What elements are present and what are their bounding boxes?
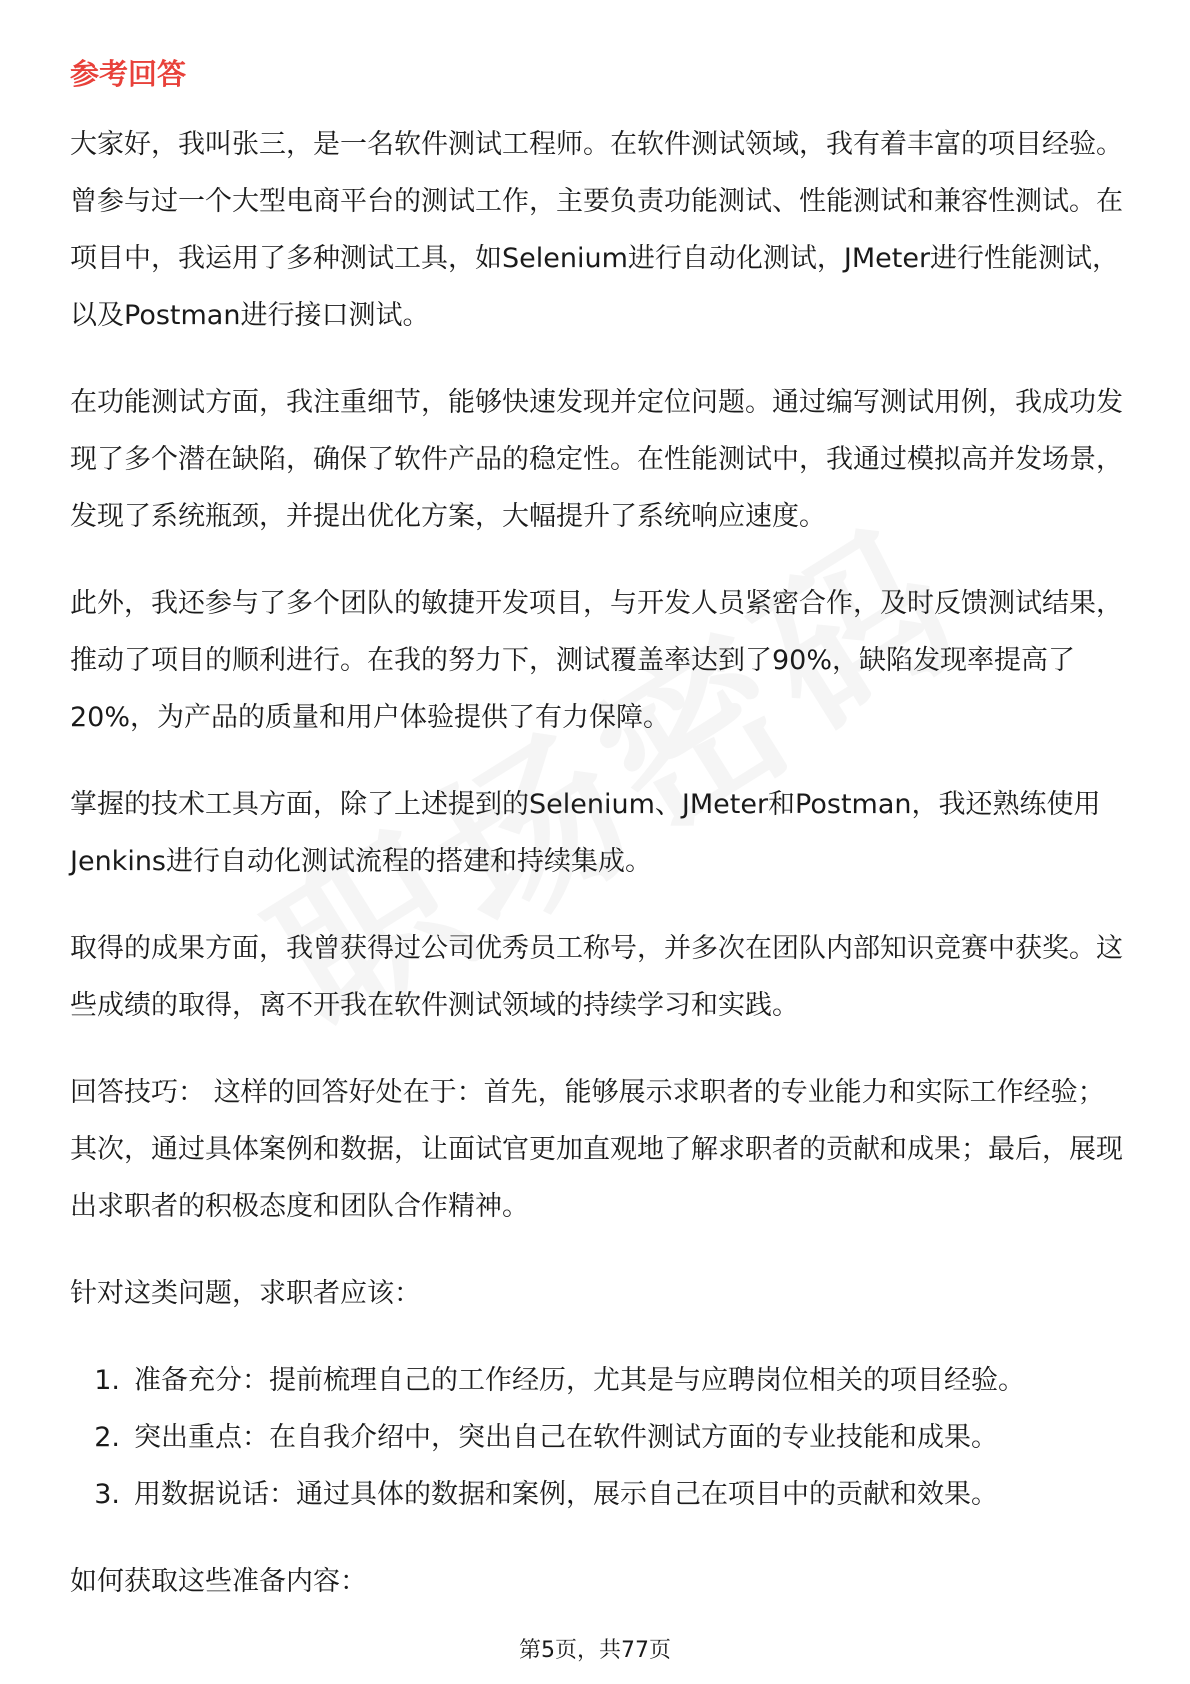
paragraph-functional-testing: 在功能测试方面，我注重细节，能够快速发现并定位问题。通过编写测试用例，我成功发现了多个潜在缺陷，确保了软件产品的稳定性。在性能测试中，我通过模拟高并发场景，发现了系统瓶颈，并提出优化方案，大幅提升了系统响应速度。 — [70, 387, 1123, 532]
paragraph-advice-intro: 针对这类问题，求职者应该： — [70, 1278, 421, 1309]
list-number: 3. — [94, 1479, 120, 1510]
paragraph-closing: 如何获取这些准备内容： — [70, 1566, 367, 1597]
paragraph-intro: 大家好，我叫张三，是一名软件测试工程师。在软件测试领域，我有着丰富的项目经验。曾参与过一个大型电商平台的测试工作，主要负责功能测试、性能测试和兼容性测试。在项目中，我运用了多种测试工具，如Selenium进行自动化测试，JMeter进行性能测试，以及Postman进行接口测试。 — [70, 129, 1123, 331]
list-number: 1. — [94, 1365, 120, 1396]
list-text: 突出重点：在自我介绍中，突出自己在软件测试方面的专业技能和成果。 — [134, 1422, 998, 1453]
list-item — [70, 1409, 1125, 1466]
section-title: 参考回答 — [70, 57, 187, 91]
list-text: 准备充分：提前梳理自己的工作经历，尤其是与应聘岗位相关的项目经验。 — [134, 1365, 1025, 1396]
paragraph-tips: 回答技巧： 这样的回答好处在于：首先，能够展示求职者的专业能力和实际工作经验；其次，通过具体案例和数据，让面试官更加直观地了解求职者的贡献和成果；最后，展现出求职者的积极态度和团队合作精神。 — [70, 1077, 1123, 1222]
paragraph-achievements: 取得的成果方面，我曾获得过公司优秀员工称号，并多次在团队内部知识竞赛中获奖。这些成绩的取得，离不开我在软件测试领域的持续学习和实践。 — [70, 933, 1123, 1021]
page-number-footer: 第5页，共77页 — [519, 1638, 671, 1663]
list-item — [70, 1352, 1125, 1409]
paragraph-agile: 此外，我还参与了多个团队的敏捷开发项目，与开发人员紧密合作，及时反馈测试结果，推动了项目的顺利进行。在我的努力下，测试覆盖率达到了90%，缺陷发现率提高了20%，为产品的质量和用户体验提供了有力保障。 — [70, 588, 1123, 733]
list-number: 2. — [94, 1422, 120, 1453]
answer-content — [70, 116, 1125, 1640]
paragraph-tools: 掌握的技术工具方面，除了上述提到的Selenium、JMeter和Postman，我还熟练使用Jenkins进行自动化测试流程的搭建和持续集成。 — [70, 789, 1101, 877]
list-text: 用数据说话：通过具体的数据和案例，展示自己在项目中的贡献和效果。 — [134, 1479, 998, 1510]
advice-list — [70, 1352, 1125, 1523]
list-item — [70, 1466, 1125, 1523]
